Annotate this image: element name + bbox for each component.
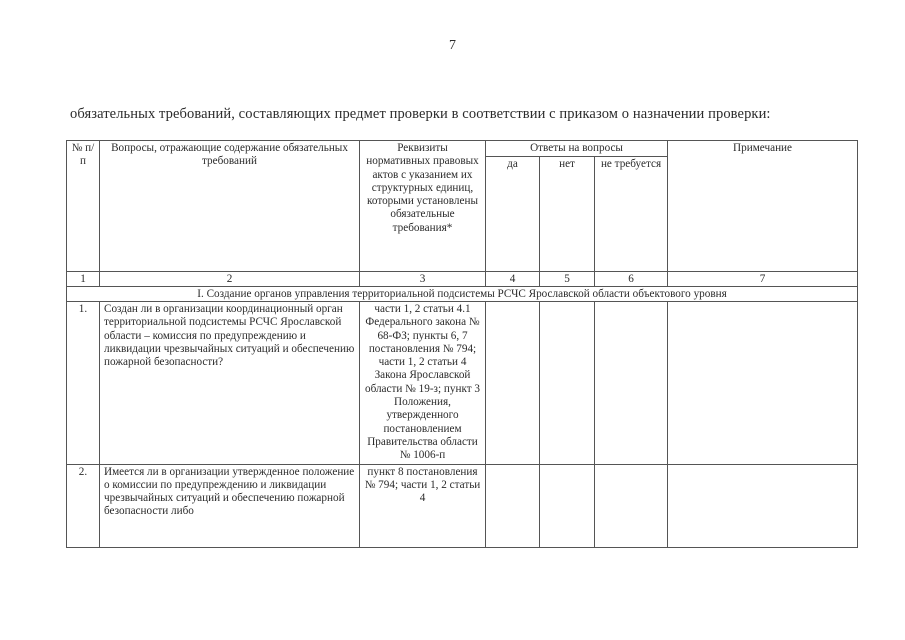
column-number: 6 bbox=[595, 272, 668, 287]
header-not-required: не требуется bbox=[595, 157, 668, 272]
header-answers: Ответы на вопросы bbox=[486, 141, 668, 157]
note-cell[interactable] bbox=[668, 302, 858, 465]
column-number: 4 bbox=[486, 272, 540, 287]
answer-yes-cell[interactable] bbox=[486, 302, 540, 465]
table-row bbox=[67, 302, 858, 465]
column-number: 3 bbox=[360, 272, 486, 287]
note-cell[interactable] bbox=[668, 464, 858, 547]
answer-no-cell[interactable] bbox=[540, 302, 595, 465]
row-question: Создан ли в организации координационный орган территориальной подсистемы РСЧС Ярославской области – комиссия по предупреждению и ликвидации чрезвычайных ситуаций и обеспечению пожарной безопасности? bbox=[100, 302, 360, 465]
row-question: Имеется ли в организации утвержденное положение о комиссии по предупреждению и ликвидации чрезвычайных ситуаций и обеспечению пожарной безопасности либо bbox=[100, 464, 360, 547]
header-question: Вопросы, отражающие содержание обязательных требований bbox=[100, 141, 360, 272]
header-row-top bbox=[67, 141, 858, 157]
column-number: 1 bbox=[67, 272, 100, 287]
header-note: Примечание bbox=[668, 141, 858, 272]
row-requisites: пункт 8 постановления № 794; части 1, 2 статьи 4 bbox=[360, 464, 486, 547]
answer-yes-cell[interactable] bbox=[486, 464, 540, 547]
row-num: 1. bbox=[67, 302, 100, 465]
requirements-table bbox=[66, 140, 858, 548]
answer-no-cell[interactable] bbox=[540, 464, 595, 547]
column-number: 2 bbox=[100, 272, 360, 287]
section-title: I. Создание органов управления территориальной подсистемы РСЧС Ярославской области объектового уровня bbox=[67, 287, 858, 302]
answer-not-required-cell[interactable] bbox=[595, 464, 668, 547]
column-number: 7 bbox=[668, 272, 858, 287]
answer-not-required-cell[interactable] bbox=[595, 302, 668, 465]
header-no: нет bbox=[540, 157, 595, 272]
column-number: 5 bbox=[540, 272, 595, 287]
header-requisites: Реквизиты нормативных правовых актов с указанием их структурных единиц, которыми установлены обязательные требования* bbox=[360, 141, 486, 272]
column-number-row bbox=[67, 272, 858, 287]
row-num: 2. bbox=[67, 464, 100, 547]
row-requisites: части 1, 2 статьи 4.1 Федерального закона № 68-ФЗ; пункты 6, 7 постановления № 794; части 1, 2 статьи 4 Закона Ярославской области № 19-з; пункт 3 Положения, утвержденного постановлением Правительства области № 1006-п bbox=[360, 302, 486, 465]
header-num: № п/п bbox=[67, 141, 100, 272]
header-yes: да bbox=[486, 157, 540, 272]
intro-text: обязательных требований, составляющих предмет проверки в соответствии с приказом о назначении проверки: bbox=[70, 106, 771, 122]
table-row bbox=[67, 464, 858, 547]
section-row bbox=[67, 287, 858, 302]
page-number: 7 bbox=[449, 38, 456, 53]
